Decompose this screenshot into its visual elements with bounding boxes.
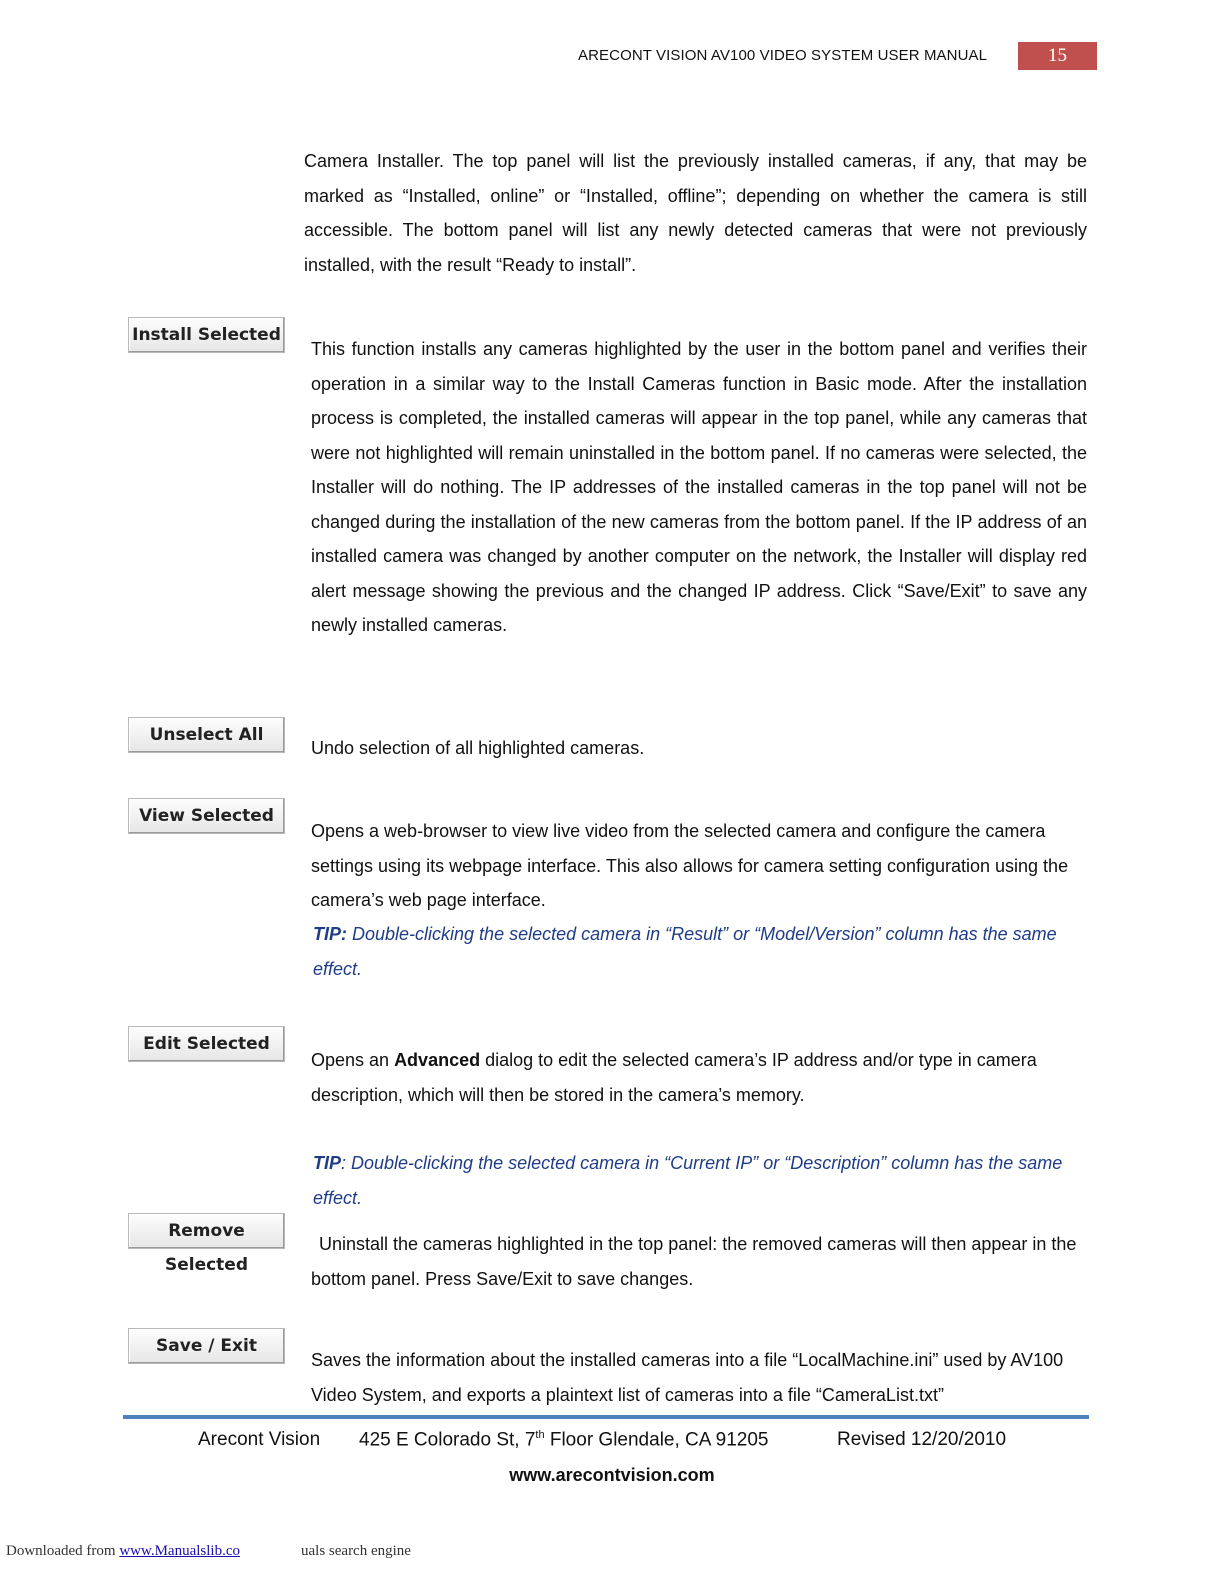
address-start: 425 E Colorado St, 7 — [359, 1429, 536, 1451]
view-selected-button[interactable]: View Selected — [128, 798, 285, 834]
install-selected-button[interactable]: Install Selected — [128, 317, 285, 353]
footer-revised: Revised 12/20/2010 — [837, 1429, 1007, 1450]
edit-selected-tip — [313, 1146, 1087, 1215]
tip-text: Double-clicking the selected camera in “Result” or “Model/Version” column has the same effect. — [313, 924, 1057, 979]
unselect-all-description: Undo selection of all highlighted cameras. — [311, 738, 645, 758]
edit-text-after: dialog to edit the selected camera’s IP address and/or type in camera description, which will then be stored in the camera’s memory. — [311, 1050, 1037, 1105]
install-selected-description: This function installs any cameras highlighted by the user in the bottom panel and verifies their operation in a similar way to the Install Cameras function in Basic mode. After the installation process is completed, the installed cameras will appear in the top panel, while any cameras that were not highlighted will remain uninstalled in the bottom panel. If no cameras were selected, the Installer will do nothing. The IP addresses of the installed cameras in the top panel will not be changed during the installation of the new cameras from the bottom panel. If the IP address of an installed camera was changed by another computer on the network, the Installer will display red alert message showing the previous and the changed IP address. Click “Save/Exit” to save any newly installed cameras. — [311, 339, 1087, 635]
view-selected-tip — [313, 917, 1087, 986]
view-selected-description: Opens a web-browser to view live video from the selected camera and configure the camera settings using its webpage interface. This also allows for camera setting configuration using the camera’s web page interface. — [311, 821, 1069, 910]
edit-text-before: Opens an — [311, 1050, 395, 1070]
save-exit-description: Saves the information about the installed cameras into a file “LocalMachine.ini” used by AV100 Video System, and exports a plaintext list of cameras into a file “CameraList.txt” — [311, 1350, 1064, 1405]
advanced-label: Advanced — [394, 1050, 481, 1070]
edit-selected-description — [311, 1043, 1087, 1112]
footer-website[interactable]: www.arecontvision.com — [509, 1465, 715, 1485]
remove-selected-description: Uninstall the cameras highlighted in the top panel: the removed cameras will then appear in the bottom panel. Press Save/Exit to save changes. — [311, 1234, 1077, 1289]
unselect-all-button[interactable]: Unselect All — [128, 717, 285, 753]
address-end: Floor Glendale, CA 91205 — [544, 1429, 769, 1451]
header-title: ARECONT VISION AV100 VIDEO SYSTEM USER MANUAL — [578, 47, 988, 64]
footer-company: Arecont Vision — [198, 1429, 321, 1450]
download-rest: uals search engine — [301, 1543, 411, 1559]
manualslib-link[interactable]: www.Manualslib.co — [119, 1543, 240, 1559]
tip-label: TIP — [313, 1153, 342, 1173]
page-number: 15 — [1018, 42, 1097, 70]
footer-address — [359, 1429, 769, 1451]
tip-text: : Double-clicking the selected camera in “Current IP” or “Description” column has the same effect. — [313, 1153, 1063, 1208]
address-superscript: th — [535, 1429, 545, 1441]
remove-selected-button[interactable]: Remove Selected — [128, 1213, 285, 1249]
edit-selected-button[interactable]: Edit Selected — [128, 1026, 285, 1062]
footer-divider — [123, 1415, 1089, 1419]
tip-label: TIP: — [313, 924, 347, 944]
intro-paragraph: Camera Installer. The top panel will list the previously installed cameras, if any, that may be marked as “Installed, online” or “Installed, offline”; depending on whether the camera is still accessible. The bottom panel will list any newly detected cameras that were not previously installed, with the result “Ready to install”. — [304, 151, 1087, 275]
save-exit-button[interactable]: Save / Exit — [128, 1328, 285, 1364]
download-notice — [6, 1543, 411, 1560]
download-prefix: Downloaded from — [6, 1543, 120, 1559]
